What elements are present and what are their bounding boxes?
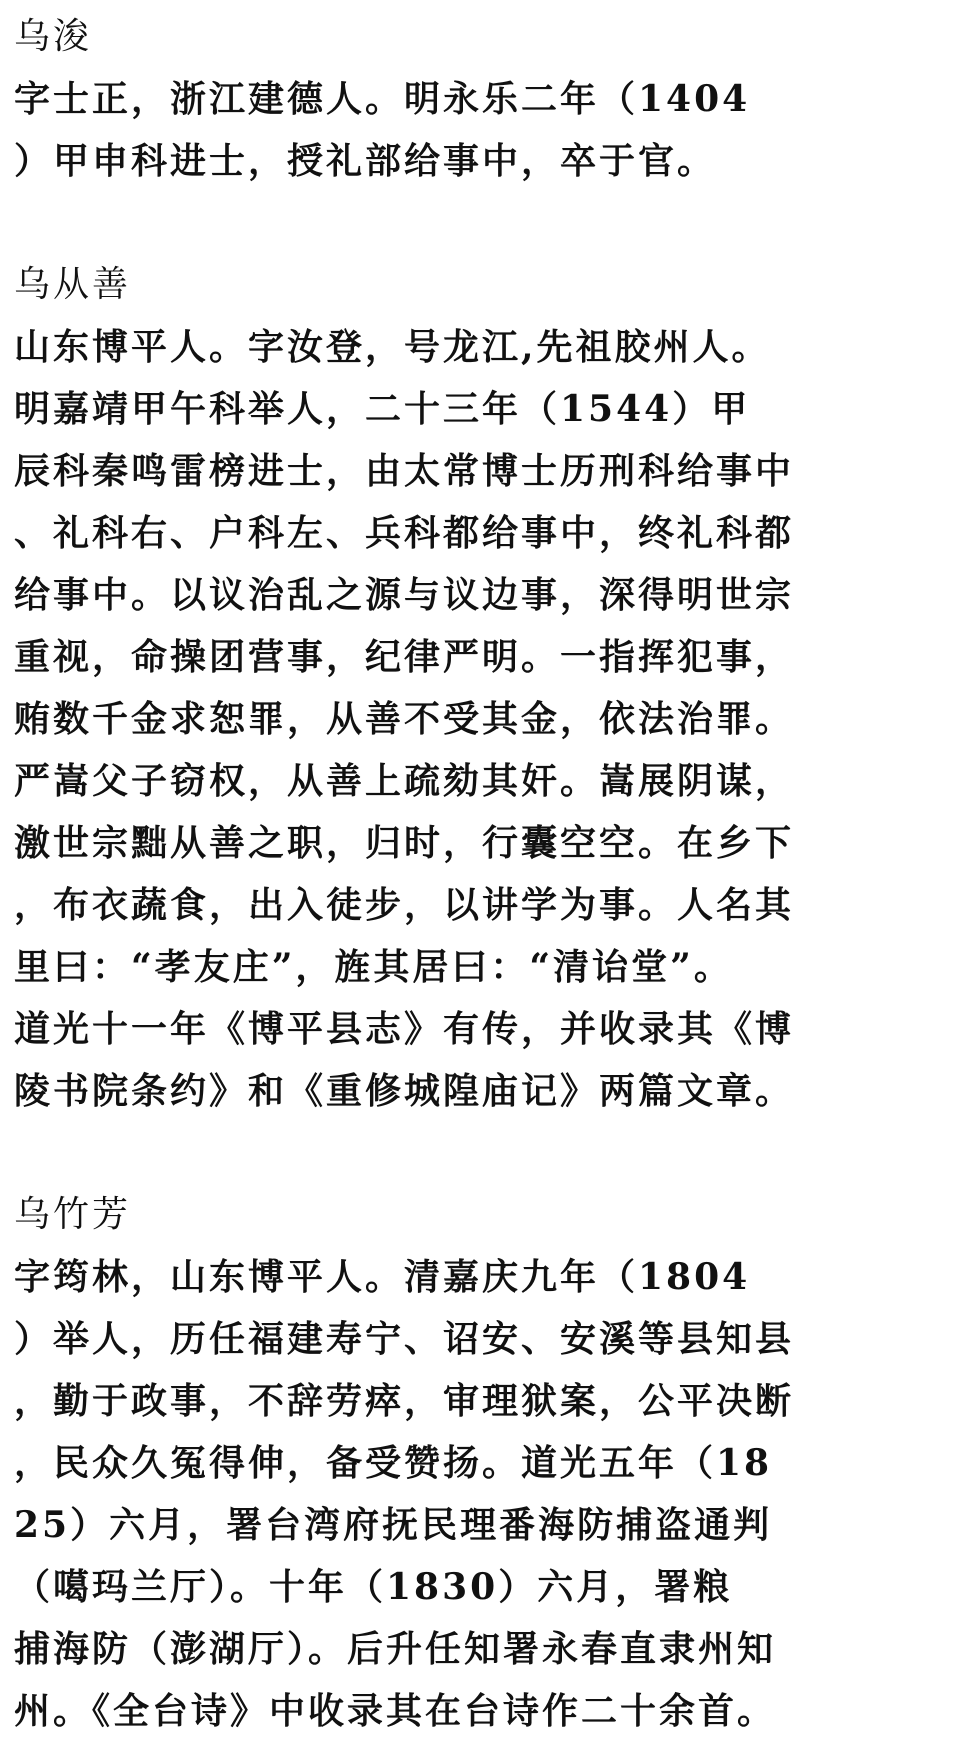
entry-wu-jun [14, 6, 964, 192]
entry-text-line: ，布衣蔬食，出入徒步，以讲学为事。人名其 [14, 884, 795, 926]
entry-text-line: 捕海防（澎湖厅）。后升任知署永春直隶州知 [14, 1628, 777, 1670]
entry-text-line: 、礼科右、户科左、兵科都给事中，终礼科都 [14, 512, 795, 554]
entry-text-line: （噶玛兰厅）。十年（1830）六月，署粮 [14, 1566, 733, 1608]
entry-text-line: 州。《全台诗》中收录其在台诗作二十余首。 [14, 1690, 777, 1732]
entry-name: 乌从善 [14, 264, 132, 305]
entry-name: 乌浚 [14, 16, 93, 57]
entry-text-line: 贿数千金求恕罪，从善不受其金，依法治罪。 [14, 698, 795, 740]
entry-text-line: 字士正，浙江建德人。明永乐二年（1404 [14, 78, 751, 120]
entry-text-line: 辰科秦鸣雷榜进士，由太常博士历刑科给事中 [14, 450, 795, 492]
entry-text-line: ，民众久冤得伸，备受赞扬。道光五年（18 [14, 1442, 773, 1484]
entry-text-line: ）举人，历任福建寿宁、诏安、安溪等县知县 [14, 1318, 795, 1360]
entry-text-line: 山东博平人。字汝登，号龙江,先祖胶州人。 [14, 326, 771, 368]
entry-text-line: ）甲申科进士，授礼部给事中，卒于官。 [14, 140, 717, 182]
entry-text-line: 道光十一年《博平县志》有传，并收录其《博 [14, 1008, 795, 1050]
entry-text-line: 明嘉靖甲午科举人，二十三年（1544）甲 [14, 388, 751, 430]
entry-text-line: 里曰：“孝友庄”，旌其居曰：“清诒堂”。 [14, 946, 733, 988]
entry-text-line: 重视，命操团营事，纪律严明。一指挥犯事， [14, 636, 795, 678]
entry-text-line: 严嵩父子窃权，从善上疏劾其奸。嵩展阴谋， [14, 760, 795, 802]
entry-text-line: 字筠林，山东博平人。清嘉庆九年（1804 [14, 1256, 751, 1298]
entry-name: 乌竹芳 [14, 1194, 132, 1235]
entry-text-line: 激世宗黜从善之职，归时，行囊空空。在乡下 [14, 822, 795, 864]
entry-wu-congshan [14, 254, 964, 1122]
entry-wu-zhufang [14, 1184, 964, 1742]
entry-text-line: 25）六月，署台湾府抚民理番海防捕盗通判 [14, 1504, 773, 1546]
entry-text-line: ，勤于政事，不辞劳瘁，审理狱案，公平决断 [14, 1380, 795, 1422]
document-page [14, 6, 964, 1742]
entry-text-line: 陵书院条约》和《重修城隍庙记》两篇文章。 [14, 1070, 795, 1112]
entry-text-line: 给事中。以议治乱之源与议边事，深得明世宗 [14, 574, 795, 616]
